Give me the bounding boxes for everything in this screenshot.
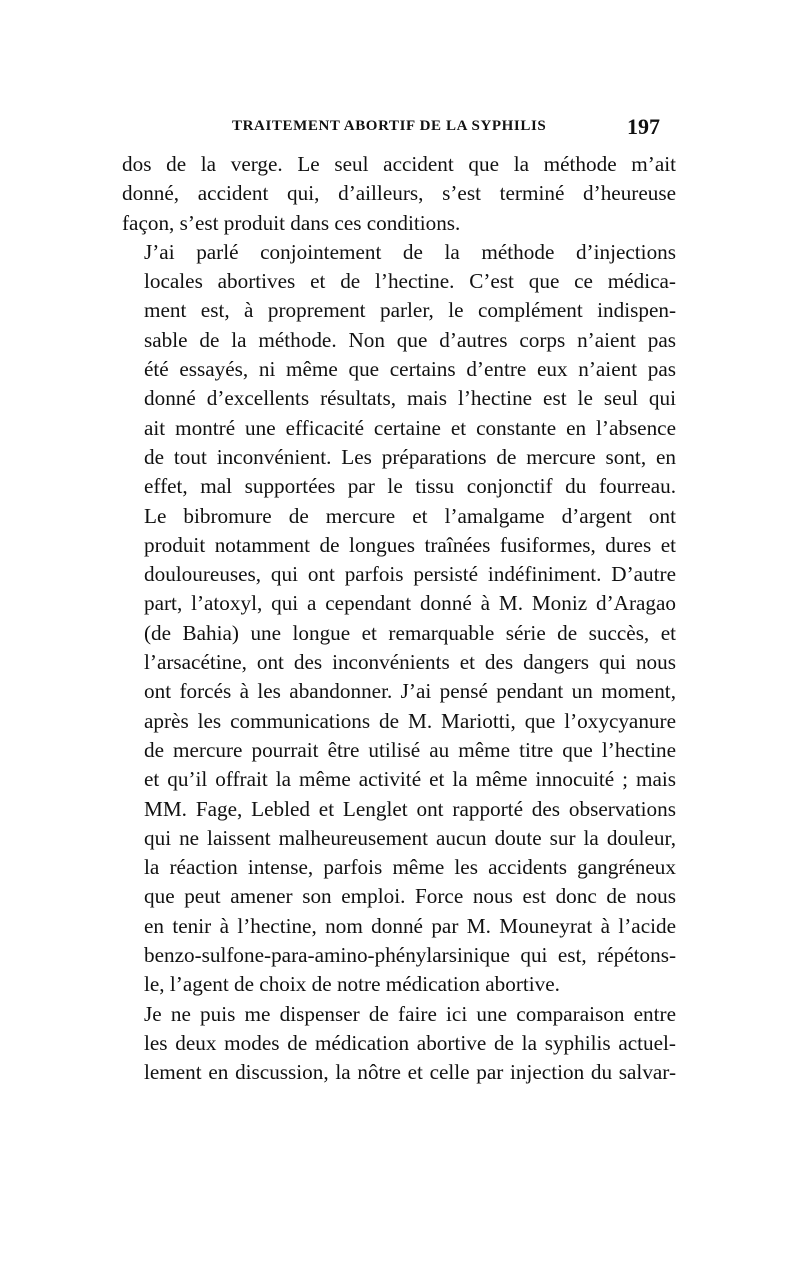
text-line: lement en discussion, la nôtre et celle par injection du salvar- [144,1060,676,1085]
text-line: l’arsacétine, ont des inconvénients et des dangers qui nous [144,650,676,675]
text-line: les deux modes de médication abortive de la syphilis actuel- [144,1030,676,1055]
text-line: façon, s’est produit dans ces conditions. [122,210,461,235]
text-line: le, l’agent de choix de notre médication abortive. [144,972,560,997]
text-line: ont forcés à les abandonner. J’ai pensé pendant un moment, [144,679,676,704]
text-line: douloureuses, qui ont parfois persisté indéfiniment. D’autre [144,562,676,587]
text-line: après les communications de M. Mariotti, que l’oxycyanure [144,708,676,733]
running-head [122,116,682,140]
text-line: donné, accident qui, d’ailleurs, s’est terminé d’heureuse [122,181,676,206]
text-line: sable de la méthode. Non que d’autres corps n’aient pas [144,327,676,352]
text-line: en tenir à l’hectine, nom donné par M. Mouneyrat à l’acide [144,913,676,938]
text-line: produit notamment de longues traînées fusiformes, dures et [144,532,676,557]
paragraph [122,150,676,238]
text-line: la réaction intense, parfois même les accidents gangréneux [144,855,676,880]
paragraph [122,1000,676,1088]
text-line: que peut amener son emploi. Force nous est donc de nous [144,884,676,909]
text-line: benzo-sulfone-para-amino-phénylarsinique qui est, répétons- [144,943,676,968]
paragraph [122,238,676,1000]
text-line: part, l’atoxyl, qui a cependant donné à M. Moniz d’Aragao [144,591,676,616]
text-line: MM. Fage, Lebled et Lenglet ont rapporté des observations [144,796,676,821]
running-title: TRAITEMENT ABORTIF DE LA SYPHILIS [232,118,547,134]
text-line: de mercure pourrait être utilisé au même titre que l’hectine [144,737,676,762]
page-number: 197 [627,114,660,139]
text-line: ment est, à proprement parler, le complément indispen- [144,298,676,323]
text-line: dos de la verge. Le seul accident que la méthode m’ait [122,152,676,176]
text-line: été essayés, ni même que certains d’entre eux n’aient pas [144,357,676,382]
text-line: ait montré une efficacité certaine et constante en l’absence [144,415,676,440]
text-line: Le bibromure de mercure et l’amalgame d’argent ont [144,503,676,528]
text-line: J’ai parlé conjointement de la méthode d’injections [144,239,676,264]
text-line: qui ne laissent malheureusement aucun doute sur la douleur, [144,825,676,850]
text-line: (de Bahia) une longue et remarquable série de succès, et [144,620,676,645]
text-line: Je ne puis me dispenser de faire ici une comparaison entre [144,1001,676,1026]
text-line: donné d’excellents résultats, mais l’hectine est le seul qui [144,386,676,411]
text-line: et qu’il offrait la même activité et la même innocuité ; mais [144,767,676,792]
text-line: locales abortives et de l’hectine. C’est que ce médica- [144,269,676,294]
text-line: effet, mal supportées par le tissu conjonctif du fourreau. [144,474,676,499]
body-text [122,150,676,1088]
text-line: de tout inconvénient. Les préparations de mercure sont, en [144,444,676,469]
